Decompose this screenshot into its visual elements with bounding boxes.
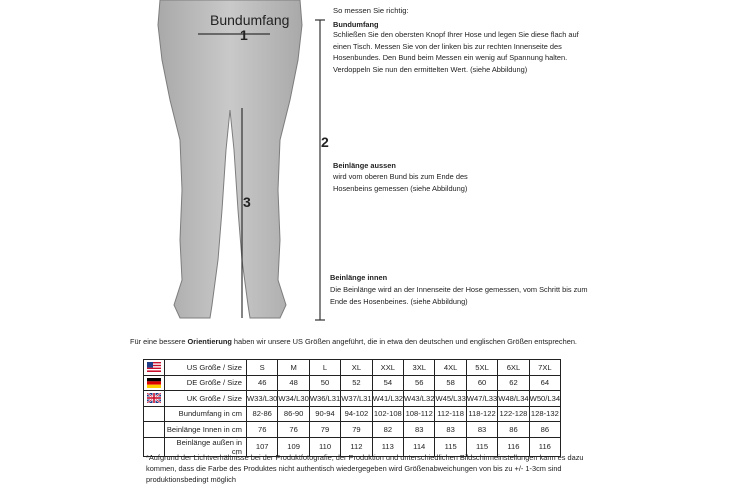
measure-number-3: 3 [243,194,251,210]
size-cell: 52 [341,375,372,391]
size-cell: 76 [278,422,309,438]
size-cell: 7XL [529,360,560,376]
flag-cell [144,406,165,422]
size-cell: 109 [278,437,309,456]
size-cell: W45/L33 [435,391,466,407]
size-cell: 110 [309,437,340,456]
size-table-row [144,391,561,407]
flag-cell [144,360,165,376]
size-cell: 64 [529,375,560,391]
size-cell: 115 [466,437,497,456]
size-cell: 114 [404,437,435,456]
body-figure [130,0,330,335]
size-cell: 62 [498,375,529,391]
size-cell: 76 [247,422,278,438]
size-table [143,359,561,457]
flag-cell [144,422,165,438]
waist-heading: Bundumfang [333,20,379,29]
size-table-row [144,360,561,376]
size-cell: 113 [372,437,403,456]
size-cell: 108-112 [404,406,435,422]
size-cell: 4XL [435,360,466,376]
size-cell: 46 [247,375,278,391]
size-cell: W36/L31 [309,391,340,407]
outer-leg-description: wird vom oberen Bund bis zum Ende des Hosenbeins gemessen (siehe Abbildung) [333,172,468,193]
flag-cell [144,375,165,391]
size-table-row [144,406,561,422]
size-cell: 5XL [466,360,497,376]
size-cell: 83 [404,422,435,438]
size-cell: 86 [498,422,529,438]
size-cell: 48 [278,375,309,391]
size-cell: 82 [372,422,403,438]
size-cell: 86 [529,422,560,438]
inner-leg-description: Die Beinlänge wird an der Innenseite der Hose gemessen, vom Schritt bis zum Ende des Hosenbeines. (siehe Abbildung) [330,285,588,306]
row-label: DE Größe / Size [165,375,247,391]
row-label: Beinlänge außen in cm [165,437,247,456]
row-label: Beinlänge Innen in cm [165,422,247,438]
size-table-row [144,422,561,438]
size-cell: 102-108 [372,406,403,422]
size-cell: 82-86 [247,406,278,422]
row-label: UK Größe / Size [165,391,247,407]
measure-number-1: 1 [240,27,248,43]
waist-description: Schließen Sie den obersten Knopf Ihrer Hose und legen Sie diese flach auf einen Tisch. Messen Sie von der linken bis zur rechten Innenseite des Hosenbundes. Den Bund beim Messen ein wenig auf Spannung halten. Verdoppeln Sie nun den ermittelten Wert. (siehe Abbildung) [333,30,579,74]
size-cell: 94-102 [341,406,372,422]
size-cell: W48/L34 [498,391,529,407]
size-cell: 83 [466,422,497,438]
size-cell: W43/L32 [404,391,435,407]
size-cell: 58 [435,375,466,391]
size-cell: L [309,360,340,376]
row-label: Bundumfang in cm [165,406,247,422]
size-cell: 112 [341,437,372,456]
orientation-text-start: Für eine bessere [130,337,188,346]
inner-leg-heading: Beinlänge innen [330,273,388,282]
size-cell: W33/L30 [247,391,278,407]
size-cell: 60 [466,375,497,391]
size-table-row [144,375,561,391]
size-cell: 90-94 [309,406,340,422]
size-cell: XL [341,360,372,376]
size-cell: 107 [247,437,278,456]
orientation-note [130,337,610,348]
orientation-emphasis: Orientierung [187,337,232,346]
size-cell: XXL [372,360,403,376]
size-cell: 56 [404,375,435,391]
orientation-text-end: haben wir unsere US Größen angeführt, die in etwa den deutschen und englischen Größen entsprechen. [231,337,577,346]
de-flag-icon [144,378,164,388]
size-cell: 83 [435,422,466,438]
size-cell: W41/L32 [372,391,403,407]
size-cell: 79 [309,422,340,438]
size-cell: S [247,360,278,376]
size-cell: W50/L34 [529,391,560,407]
size-cell: W47/L33 [466,391,497,407]
size-cell: 116 [529,437,560,456]
mannequin-illustration [130,0,330,335]
size-cell: W34/L30 [278,391,309,407]
footnote: *Aufgrund der Lichtverhältnisse bei der Produktfotografie, der Produktion und unterschiedlichen Bildschirmeinstellungen kann es dazu kommen, dass die Farbe des Produktes nicht authentisch wiedergegeben wird Größenabweichungen von bis zu +/- 1-3cm sind produktionsbedingt möglich [146,453,584,484]
measure-number-2: 2 [321,134,329,150]
size-cell: 86-90 [278,406,309,422]
size-cell: M [278,360,309,376]
size-cell: 6XL [498,360,529,376]
waist-label: Bundumfang [210,12,290,28]
size-cell: 122-128 [498,406,529,422]
size-cell: 112-118 [435,406,466,422]
size-cell: 3XL [404,360,435,376]
size-cell: 118-122 [466,406,497,422]
measure-intro: So messen Sie richtig: [333,6,409,15]
size-cell: 115 [435,437,466,456]
outer-leg-heading: Beinlänge aussen [333,161,396,170]
row-label: US Größe / Size [165,360,247,376]
size-cell: 54 [372,375,403,391]
us-flag-icon [144,362,164,372]
size-cell: 50 [309,375,340,391]
size-cell: W37/L31 [341,391,372,407]
size-cell: 116 [498,437,529,456]
flag-cell [144,391,165,407]
size-cell: 79 [341,422,372,438]
uk-flag-icon [144,393,164,403]
size-cell: 128-132 [529,406,560,422]
